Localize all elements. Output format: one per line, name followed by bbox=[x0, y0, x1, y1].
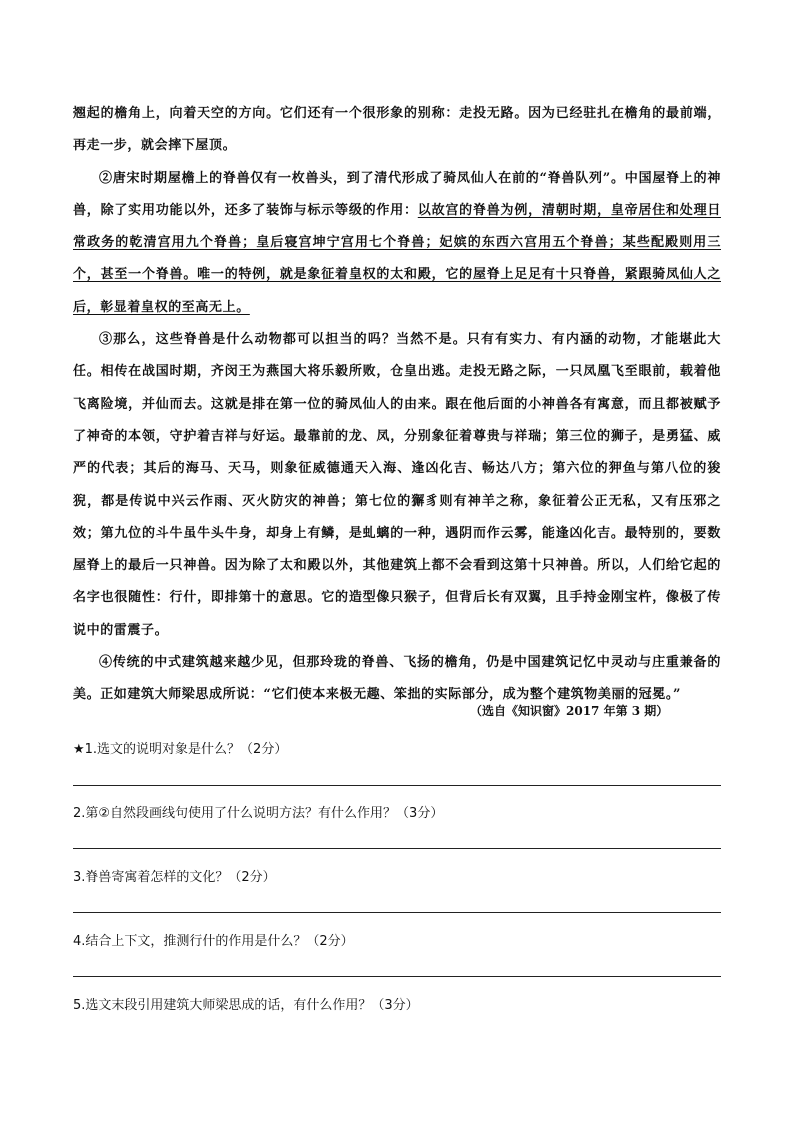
question-3: 3.脊兽寄寓着怎样的文化？（2分） bbox=[73, 870, 276, 885]
paragraph-1-continued: 翘起的檐角上，向着天空的方向。它们还有一个很形象的别称：走投无路。因为已经驻扎在檐角的最前端，再走一步，就会摔下屋顶。 bbox=[73, 106, 721, 154]
answer-line-4[interactable] bbox=[73, 976, 721, 977]
answer-line-2[interactable] bbox=[73, 848, 721, 849]
paragraph-2-plain: ②唐宋时期屋檐上的脊兽仅有一枚兽头，到了清代形成了骑凤仙人在前的“脊兽队列”。中国屋脊上的神兽，除了实用功能以外，还多了装饰与标示等级的作用： bbox=[73, 170, 721, 218]
question-4: 4.结合上下文，推测行什的作用是什么？（2分） bbox=[73, 934, 354, 949]
paragraph-2 bbox=[73, 163, 721, 324]
answer-line-1[interactable] bbox=[73, 785, 721, 786]
paragraph-4: ④传统的中式建筑越来越少见，但那玲珑的脊兽、飞扬的檐角，仍是中国建筑记忆中灵动与庄重兼备的美。正如建筑大师梁思成所说：“它们使本来极无趣、笨拙的实际部分，成为整个建筑物美丽的冠冕。” bbox=[73, 655, 721, 703]
answer-line-3[interactable] bbox=[73, 912, 721, 913]
question-5: 5.选文末段引用建筑大师梁思成的话，有什么作用？（3分） bbox=[73, 998, 419, 1013]
question-1: ★1.选文的说明对象是什么？（2分） bbox=[73, 742, 288, 757]
paragraph-2-underlined-sentence: 以故宫的脊兽为例，清朝时期，皇帝居住和处理日常政务的乾清宫用九个脊兽；皇后寝宫坤宁宫用七个脊兽；妃嫔的东西六宫用五个脊兽；某些配殿则用三个，甚至一个脊兽。唯一的特例，就是象征着皇权的太和殿，它的屋脊上足足有十只脊兽，紧跟骑凤仙人之后，彰显着皇权的至高无上。 bbox=[73, 202, 721, 315]
reading-passage bbox=[73, 98, 721, 712]
passage-source: （选自《知识窗》2017 年第 3 期） bbox=[470, 704, 669, 718]
paragraph-3: ③那么，这些脊兽是什么动物都可以担当的吗？当然不是。只有有实力、有内涵的动物，才能堪此大任。相传在战国时期，齐闵王为燕国大将乐毅所败，仓皇出逃。走投无路之际，一只凤凰飞至眼前，载着他飞离险境，并仙而去。这就是排在第一位的骑凤仙人的由来。跟在他后面的小神兽各有寓意，而且都被赋予了神奇的本领，守护着吉祥与好运。最靠前的龙、凤，分别象征着尊贵与祥瑞；第三位的狮子，是勇猛、威严的代表；其后的海马、天马，则象征威德通天入海、逢凶化吉、畅达八方；第六位的狎鱼与第八位的狻猊，都是传说中兴云作雨、灭火防灾的神兽；第七位的獬豸则有神羊之称，象征着公正无私，又有压邪之效；第九位的斗牛虽牛头牛身，却身上有鳞，是虬螭的一种，遇阴而作云雾，能逢凶化吉。最特别的，要数屋脊上的最后一只神兽。因为除了太和殿以外，其他建筑上都不会看到这第十只神兽。所以，人们给它起的名字也很随性：行什，即排第十的意思。它的造型像只猴子，但背后长有双翼，且手持金刚宝杵，像极了传说中的雷震子。 bbox=[73, 332, 721, 638]
question-2: 2.第②自然段画线句使用了什么说明方法？有什么作用？（3分） bbox=[73, 806, 444, 821]
